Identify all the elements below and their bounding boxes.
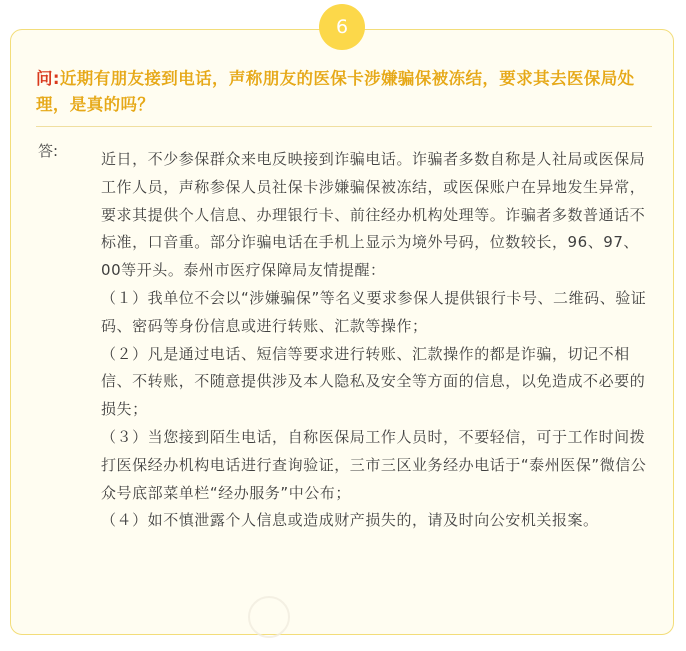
answer-body xyxy=(101,146,657,535)
question-label: 问: xyxy=(36,69,60,88)
answer-paragraph-tip-3: （３）当您接到陌生电话，自称医保局工作人员时，不要轻信，可于工作时间拨打医保经办机构电话进行查询验证，三市三区业务经办电话于“泰州医保”微信公众号底部菜单栏“经办服务”中公布； xyxy=(101,427,647,502)
answer-paragraph-intro: 近日，不少参保群众来电反映接到诈骗电话。诈骗者多数自称是人社局或医保局工作人员，声称参保人员社保卡涉嫌骗保被冻结，或医保账户在异地发生异常，要求其提供个人信息、办理银行卡、前往经办机构处理等。诈骗者多数普通话不标准，口音重。部分诈骗电话在手机上显示为境外号码，位数较长，96、97、00等开头。泰州市医疗保障局友情提醒： xyxy=(101,150,646,280)
answer-label: 答: xyxy=(38,142,59,160)
watermark-logo xyxy=(248,596,290,638)
answer-paragraph-tip-4: （４）如不慎泄露个人信息或造成财产损失的，请及时向公安机关报案。 xyxy=(101,511,599,530)
question-heading xyxy=(36,66,658,118)
question-number-badge: 6 xyxy=(319,4,365,50)
question-text: 近期有朋友接到电话，声称朋友的医保卡涉嫌骗保被冻结，要求其去医保局处理，是真的吗？ xyxy=(36,69,635,114)
answer-paragraph-tip-2: （２）凡是通过电话、短信等要求进行转账、汇款操作的都是诈骗，切记不相信、不转账，不随意提供涉及本人隐私及安全等方面的信息，以免造成不必要的损失； xyxy=(101,344,646,419)
divider xyxy=(36,126,652,127)
answer-paragraph-tip-1: （１）我单位不会以“涉嫌骗保”等名义要求参保人提供银行卡号、二维码、验证码、密码等身份信息或进行转账、汇款等操作； xyxy=(101,288,647,335)
